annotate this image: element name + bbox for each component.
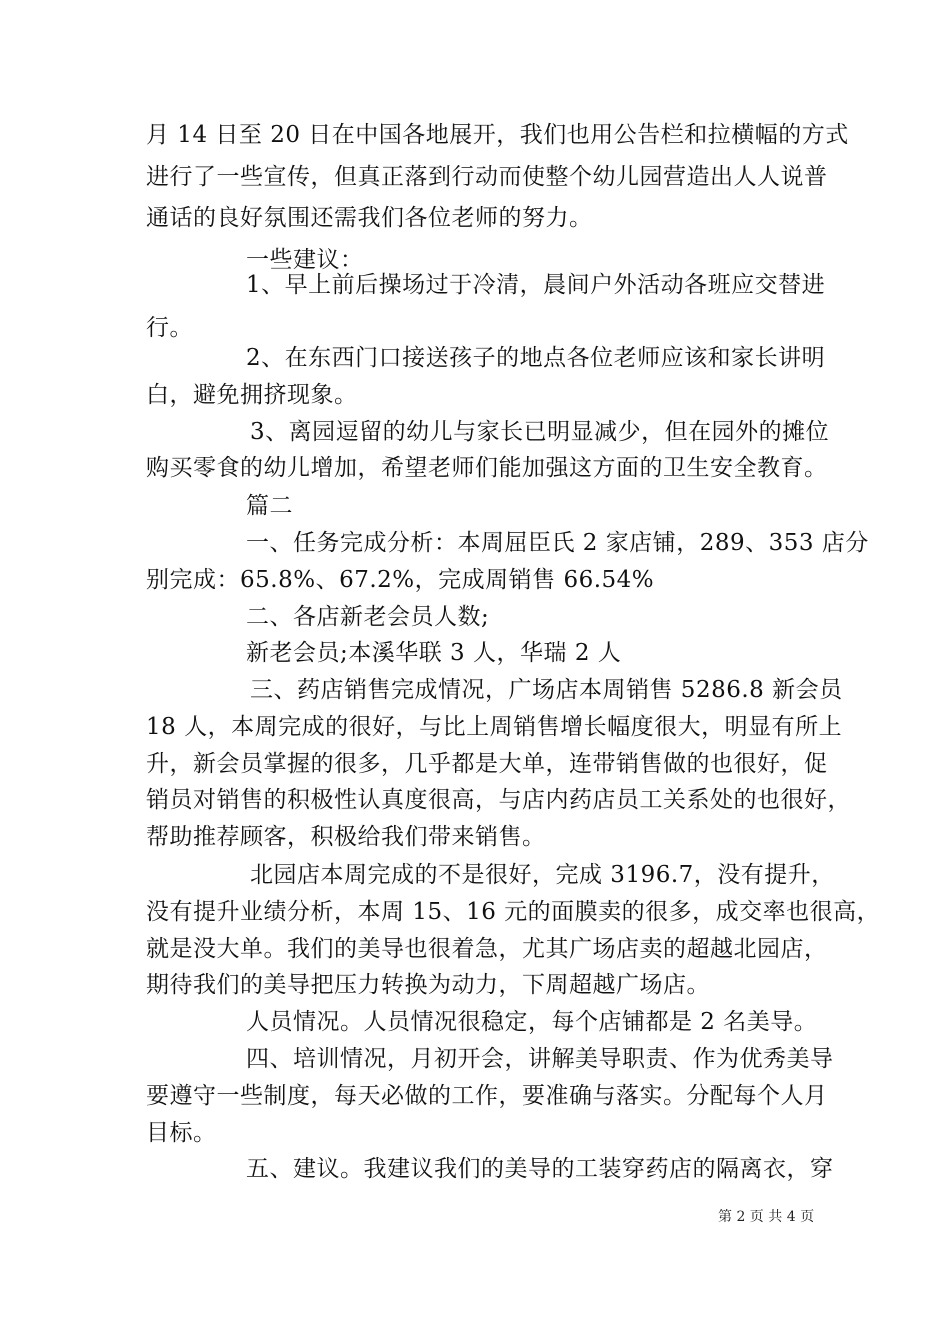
section-heading: 篇二 xyxy=(246,493,293,519)
text-line: 要遵守一些制度，每天必做的工作，要准确与落实。分配每个人月 xyxy=(146,1083,828,1109)
text-line: 四、培训情况，月初开会，讲解美导职责、作为优秀美导 xyxy=(246,1046,834,1072)
text-line: 别完成：65.8%、67.2%，完成周销售 66.54% xyxy=(146,567,655,593)
text-line: 五、建议。我建议我们的美导的工装穿药店的隔离衣，穿 xyxy=(246,1156,834,1182)
text-line: 三、药店销售完成情况，广场店本周销售 5286.8 新会员 xyxy=(250,677,843,703)
text-line: 进行了一些宣传，但真正落到行动而使整个幼儿园营造出人人说普 xyxy=(146,164,828,190)
page-number: 第 2 页 共 4 页 xyxy=(718,1209,815,1225)
text-line: 期待我们的美导把压力转换为动力，下周超越广场店。 xyxy=(146,972,710,998)
text-line: 一、任务完成分析：本周屈臣氏 2 家店铺，289、353 店分 xyxy=(246,530,869,556)
text-line: 通话的良好氛围还需我们各位老师的努力。 xyxy=(146,205,593,231)
text-line: 帮助推荐顾客，积极给我们带来销售。 xyxy=(146,824,546,850)
text-line: 18 人，本周完成的很好，与比上周销售增长幅度很大，明显有所上 xyxy=(146,714,843,740)
text-line: 没有提升业绩分析，本周 15、16 元的面膜卖的很多，成交率也很高， xyxy=(146,899,881,925)
text-line: 1、早上前后操场过于冷清，晨间户外活动各班应交替进 xyxy=(246,272,826,298)
text-line: 目标。 xyxy=(146,1120,217,1146)
text-line: 2、在东西门口接送孩子的地点各位老师应该和家长讲明 xyxy=(246,345,826,371)
text-line: 北园店本周完成的不是很好，完成 3196.7，没有提升， xyxy=(250,862,835,888)
text-line: 二、各店新老会员人数; xyxy=(246,604,490,630)
text-line: 人员情况。人员情况很稳定，每个店铺都是 2 名美导。 xyxy=(246,1009,818,1035)
text-line: 行。 xyxy=(146,315,193,341)
text-line: 销员对销售的积极性认真度很高，与店内药店员工关系处的也很好， xyxy=(146,787,851,813)
text-line: 购买零食的幼儿增加，希望老师们能加强这方面的卫生安全教育。 xyxy=(146,455,828,481)
text-line: 新老会员;本溪华联 3 人，华瑞 2 人 xyxy=(246,640,622,666)
text-line: 3、离园逗留的幼儿与家长已明显减少，但在园外的摊位 xyxy=(250,419,830,445)
text-line: 升，新会员掌握的很多，几乎都是大单，连带销售做的也很好，促 xyxy=(146,751,828,777)
text-line: 就是没大单。我们的美导也很着急，尤其广场店卖的超越北园店， xyxy=(146,936,828,962)
text-line: 白，避免拥挤现象。 xyxy=(146,382,358,408)
text-line: 一些建议： xyxy=(246,247,364,273)
text-line: 月 14 日至 20 日在中国各地展开，我们也用公告栏和拉横幅的方式 xyxy=(146,122,849,148)
